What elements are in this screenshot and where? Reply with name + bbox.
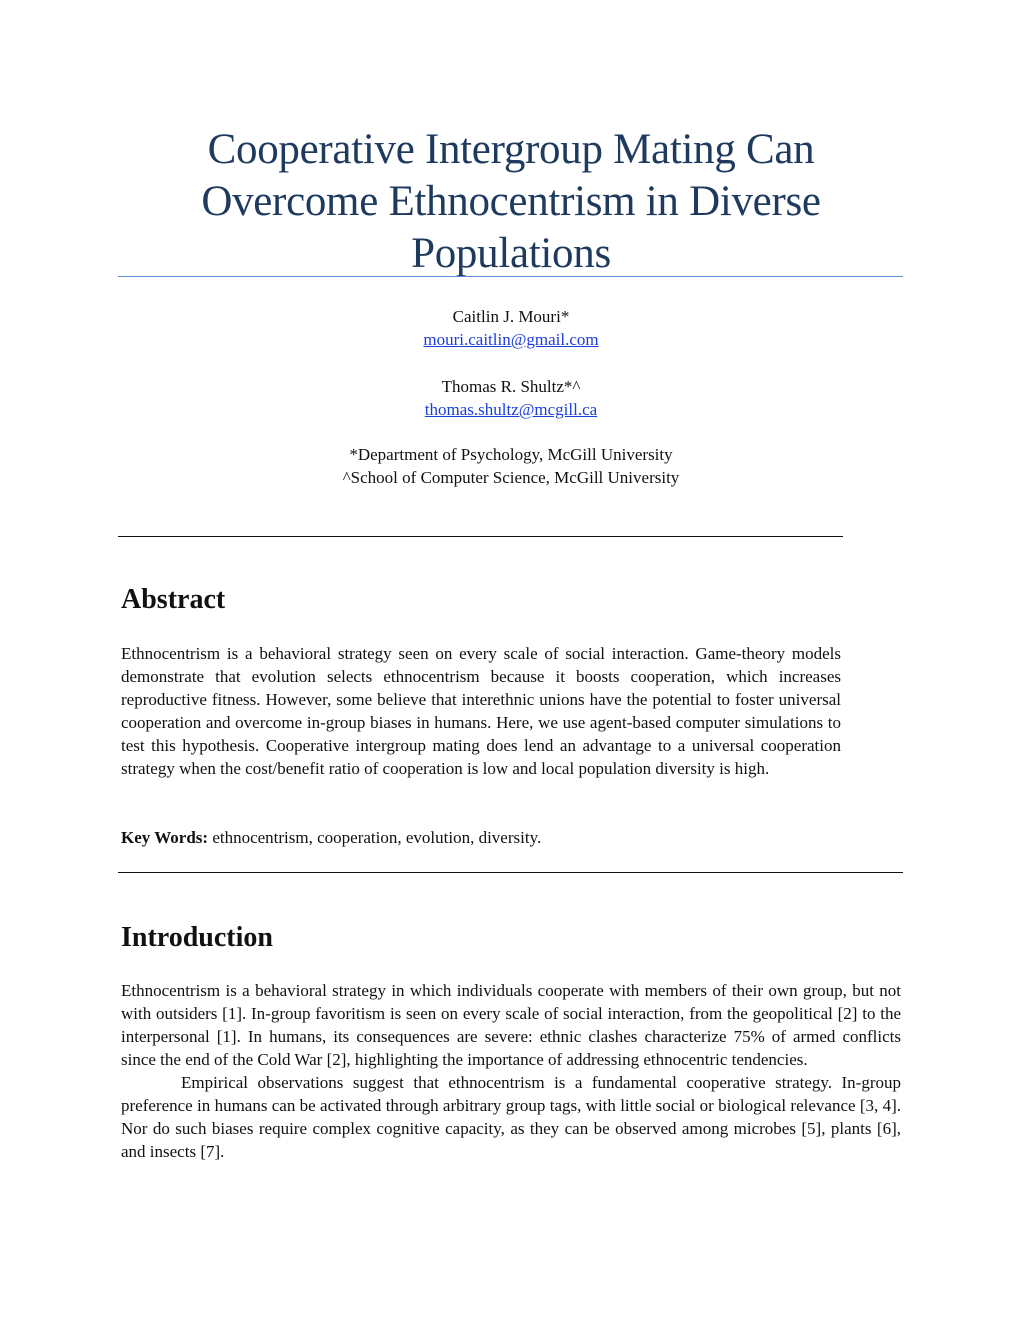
abstract-heading: Abstract bbox=[121, 584, 226, 615]
title-divider bbox=[118, 276, 903, 277]
section-divider bbox=[118, 536, 843, 537]
author-email-link[interactable]: mouri.caitlin@gmail.com bbox=[423, 330, 599, 349]
keywords-label: Key Words: bbox=[121, 828, 209, 847]
introduction-heading: Introduction bbox=[121, 922, 273, 953]
author-name: Caitlin J. Mouri* bbox=[452, 307, 570, 326]
abstract-text: Ethnocentrism is a behavioral strategy seen on every scale of social interaction. Game-theory models demonstrate that evolution selects ethnocentrism because it boosts cooperation, which increases reproductive fitness. However, some believe that interethnic unions have the potential to foster universal cooperation and overcome in-group biases in humans. Here, we use agent-based computer simulations to test this hypothesis. Cooperative intergroup mating does lend an advantage to a universal cooperation strategy when the cost/benefit ratio of cooperation is low and local population diversity is high. bbox=[121, 644, 841, 778]
author-email-link[interactable]: thomas.shultz@mcgill.ca bbox=[424, 400, 598, 419]
keywords-list: ethnocentrism, cooperation, evolution, diversity. bbox=[212, 828, 542, 847]
author-block bbox=[120, 305, 902, 489]
affiliation: ^School of Computer Science, McGill University bbox=[342, 468, 680, 487]
introduction-paragraph: Ethnocentrism is a behavioral strategy in which individuals cooperate with members of their own group, but not with outsiders [1]. In-group favoritism is seen on every scale of social interaction, from the geopolitical [2] to the interpersonal [1]. In humans, its consequences are severe: ethnic clashes characterize 75% of armed conflicts since the end of the Cold War [2], highlighting the importance of addressing ethnocentric tendencies. bbox=[121, 981, 901, 1069]
section-divider bbox=[118, 872, 903, 873]
author-name: Thomas R. Shultz*^ bbox=[441, 377, 581, 396]
paper-title: Cooperative Intergroup Mating Can Overcome Ethnocentrism in Diverse Populations bbox=[201, 126, 821, 277]
introduction-body bbox=[121, 979, 901, 1163]
introduction-paragraph: Empirical observations suggest that ethnocentrism is a fundamental cooperative strategy. In-group preference in humans can be activated through arbitrary group tags, with little social or biological relevance [3, 4]. Nor do such biases require complex cognitive capacity, as they can be observed among microbes [5], plants [6], and insects [7]. bbox=[121, 1073, 901, 1161]
affiliation: *Department of Psychology, McGill University bbox=[349, 445, 673, 464]
keywords-line bbox=[121, 826, 841, 849]
